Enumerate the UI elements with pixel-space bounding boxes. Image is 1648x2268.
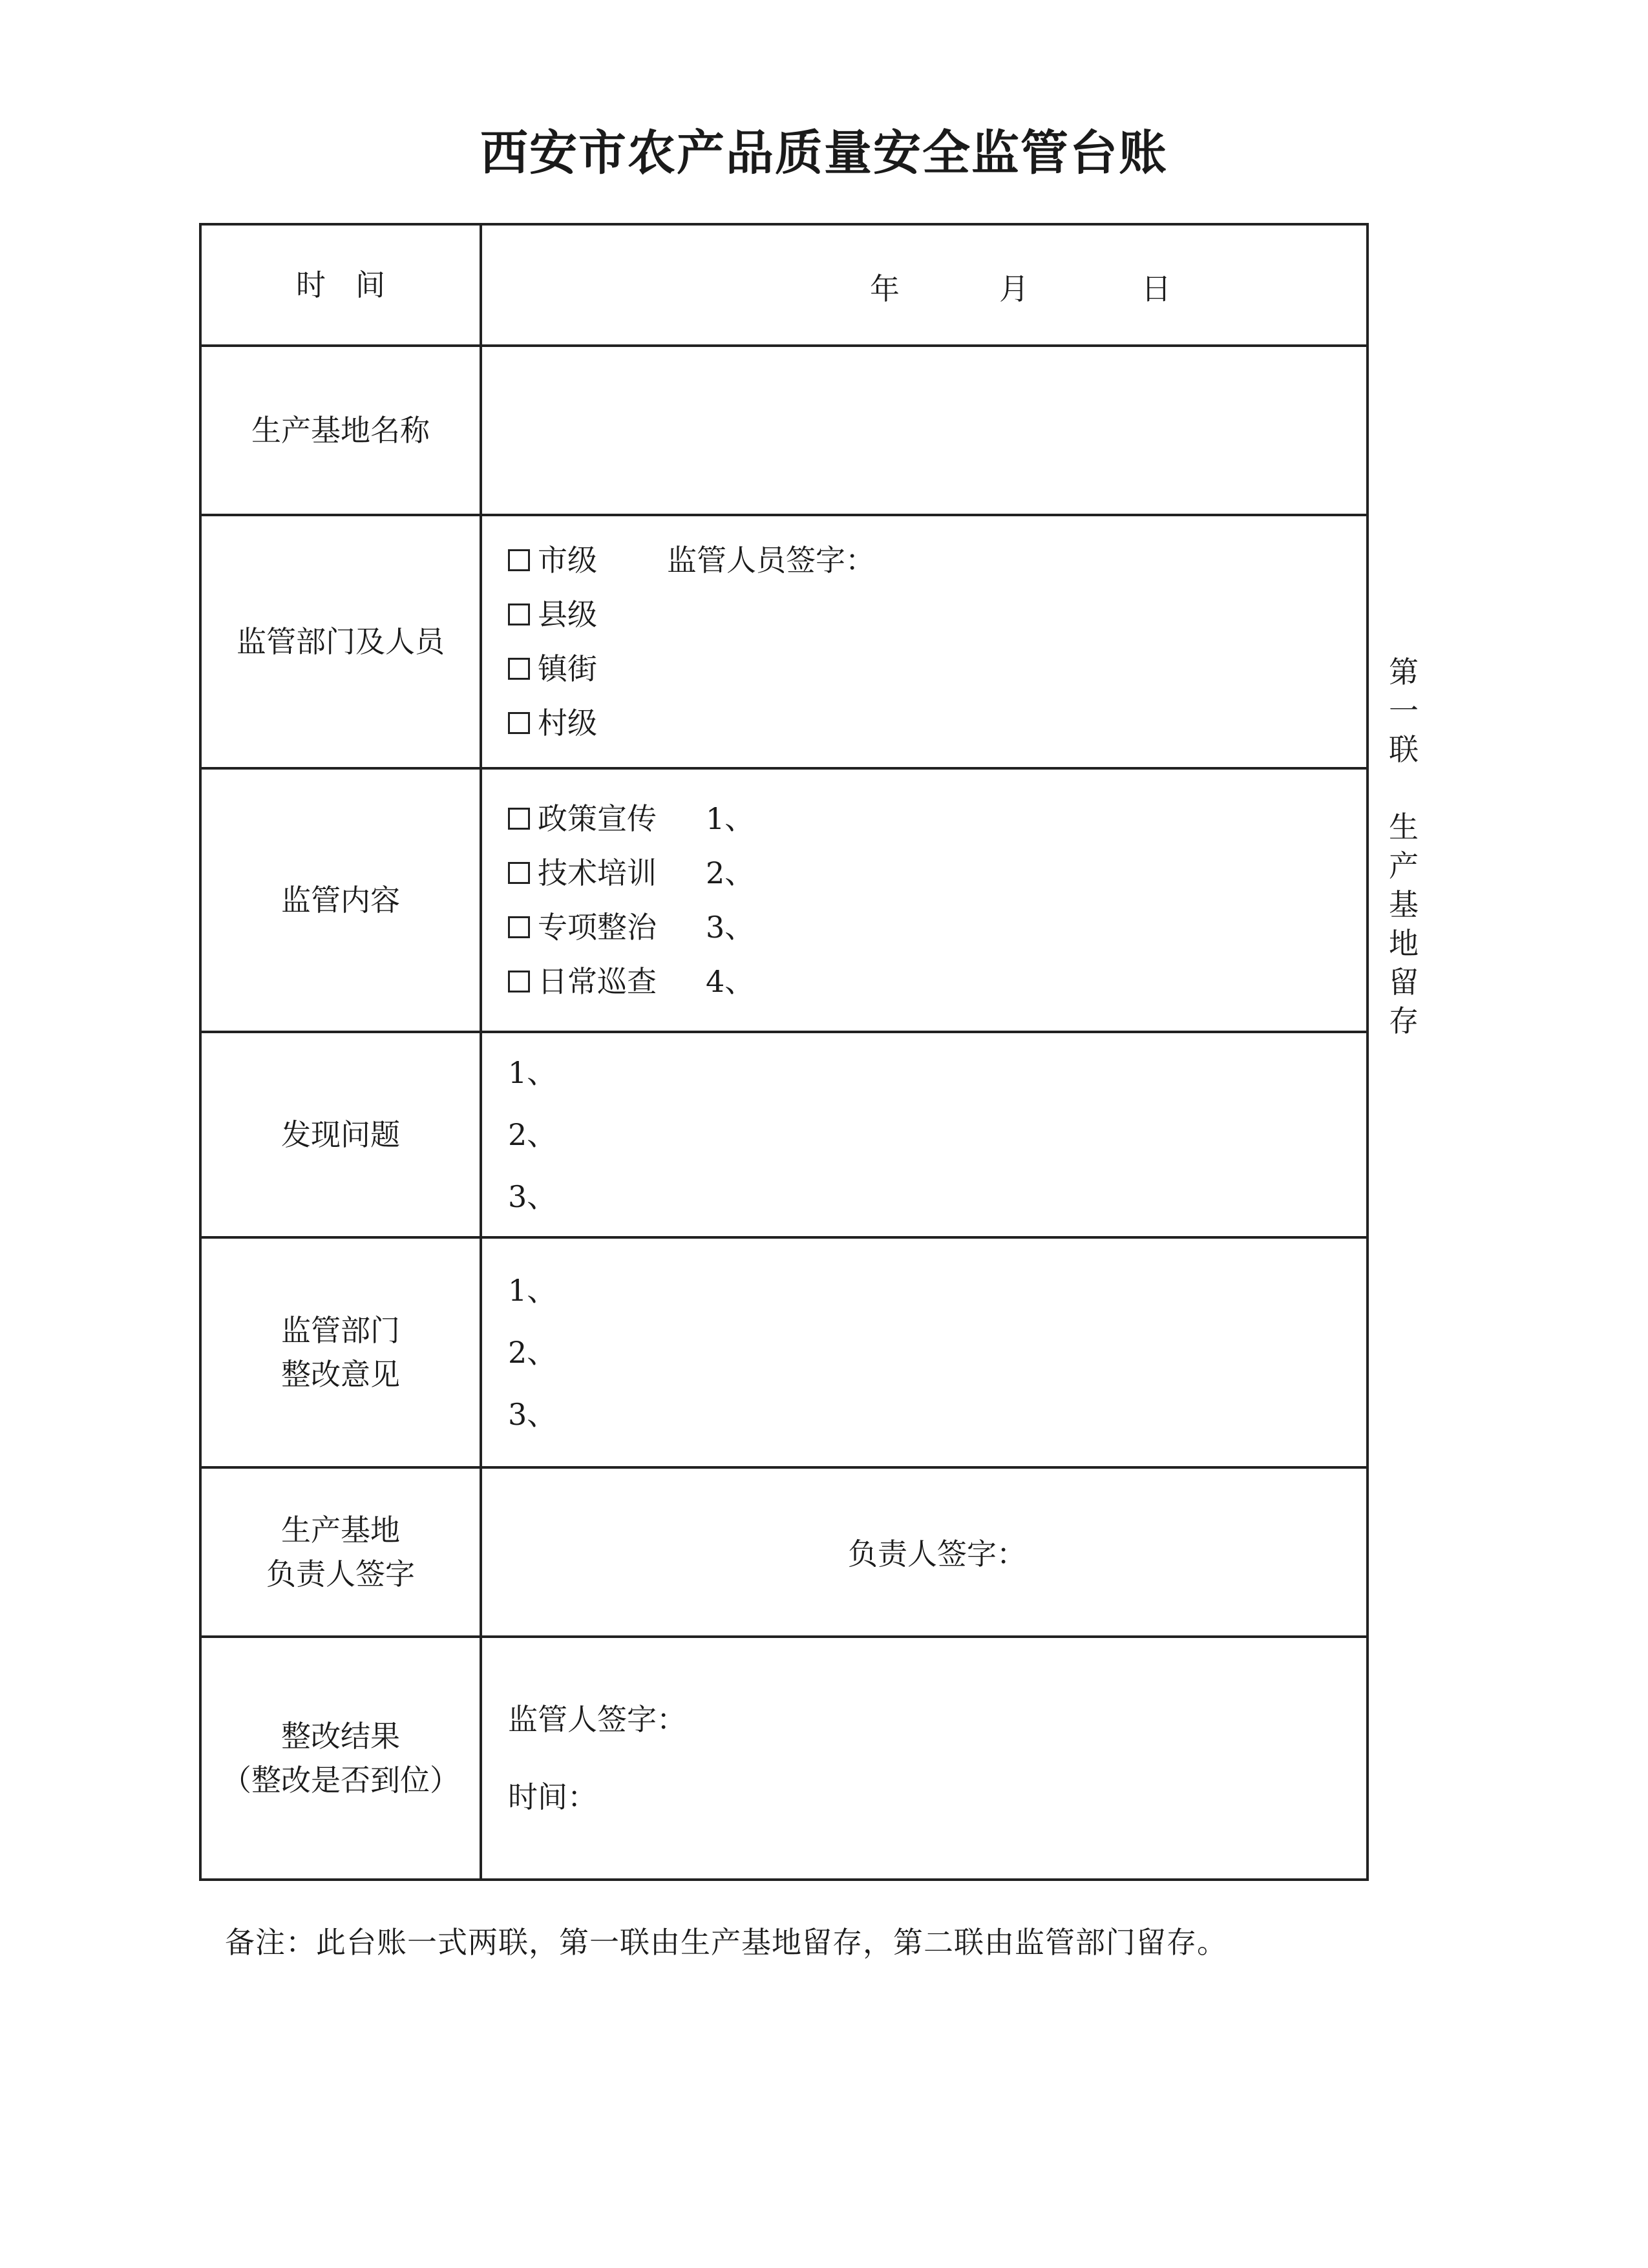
month-label: 月 — [999, 271, 1029, 306]
checkbox-icon[interactable] — [508, 604, 530, 625]
checkbox-icon[interactable] — [508, 808, 530, 830]
row-content — [200, 768, 1368, 1032]
side-note: 第 一 联 生 产 基 地 留 存 — [1389, 655, 1419, 1038]
ledger-table — [199, 223, 1369, 1881]
opinion-label: 监管部门 整改意见 — [200, 1237, 481, 1467]
row-base-sign — [200, 1467, 1368, 1637]
base-name-field[interactable] — [481, 346, 1368, 515]
supervisor-sign-label: 监管人签字： — [508, 1702, 686, 1737]
base-sign-label: 生产基地 负责人签字 — [200, 1467, 481, 1637]
result-time-label: 时间： — [508, 1780, 597, 1814]
row-base-name — [200, 346, 1368, 515]
checkbox-icon[interactable] — [508, 916, 530, 938]
problems-field[interactable]: 1、 2、 3、 — [481, 1032, 1368, 1237]
content-option-training[interactable]: 技术培训 2、 — [508, 846, 1366, 900]
page-title: 西安市农产品质量安全监管台账 — [480, 125, 1168, 181]
base-sign-field[interactable] — [481, 1467, 1368, 1637]
day-label: 日 — [1141, 271, 1171, 306]
checkbox-icon[interactable] — [508, 658, 530, 680]
row-opinion — [200, 1237, 1368, 1467]
content-option-policy[interactable]: 政策宣传 1、 — [508, 792, 1366, 846]
content-label: 监管内容 — [200, 768, 481, 1032]
time-label: 时 间 — [200, 224, 481, 346]
problems-label: 发现问题 — [200, 1032, 481, 1237]
responsible-signature-label: 负责人签字： — [848, 1537, 1026, 1571]
base-name-label: 生产基地名称 — [200, 346, 481, 515]
content-option-rectification[interactable]: 专项整治 3、 — [508, 900, 1366, 954]
result-field[interactable] — [481, 1637, 1368, 1880]
row-time — [200, 224, 1368, 346]
content-option-patrol[interactable]: 日常巡查 4、 — [508, 954, 1366, 1009]
level-option-county[interactable]: 县级 — [508, 587, 1366, 642]
result-label: 整改结果 （整改是否到位） — [200, 1637, 481, 1880]
level-option-village[interactable]: 村级 — [508, 696, 1366, 750]
level-option-city[interactable]: 市级 监管人员签字： — [508, 533, 1366, 587]
checkbox-icon[interactable] — [508, 862, 530, 884]
row-problems — [200, 1032, 1368, 1237]
row-result — [200, 1637, 1368, 1880]
row-department — [200, 515, 1368, 768]
checkbox-icon[interactable] — [508, 549, 530, 571]
department-field — [481, 515, 1368, 768]
checkbox-icon[interactable] — [508, 971, 530, 992]
supervisor-signature-label: 监管人员签字： — [667, 543, 875, 578]
department-label: 监管部门及人员 — [200, 515, 481, 768]
time-field[interactable] — [481, 224, 1368, 346]
checkbox-icon[interactable] — [508, 712, 530, 734]
level-option-town[interactable]: 镇街 — [508, 642, 1366, 696]
year-label: 年 — [870, 271, 900, 306]
footnote: 备注：此台账一式两联，第一联由生产基地留存，第二联由监管部门留存。 — [225, 1925, 1227, 1960]
opinion-field[interactable]: 1、 2、 3、 — [481, 1237, 1368, 1467]
content-field — [481, 768, 1368, 1032]
